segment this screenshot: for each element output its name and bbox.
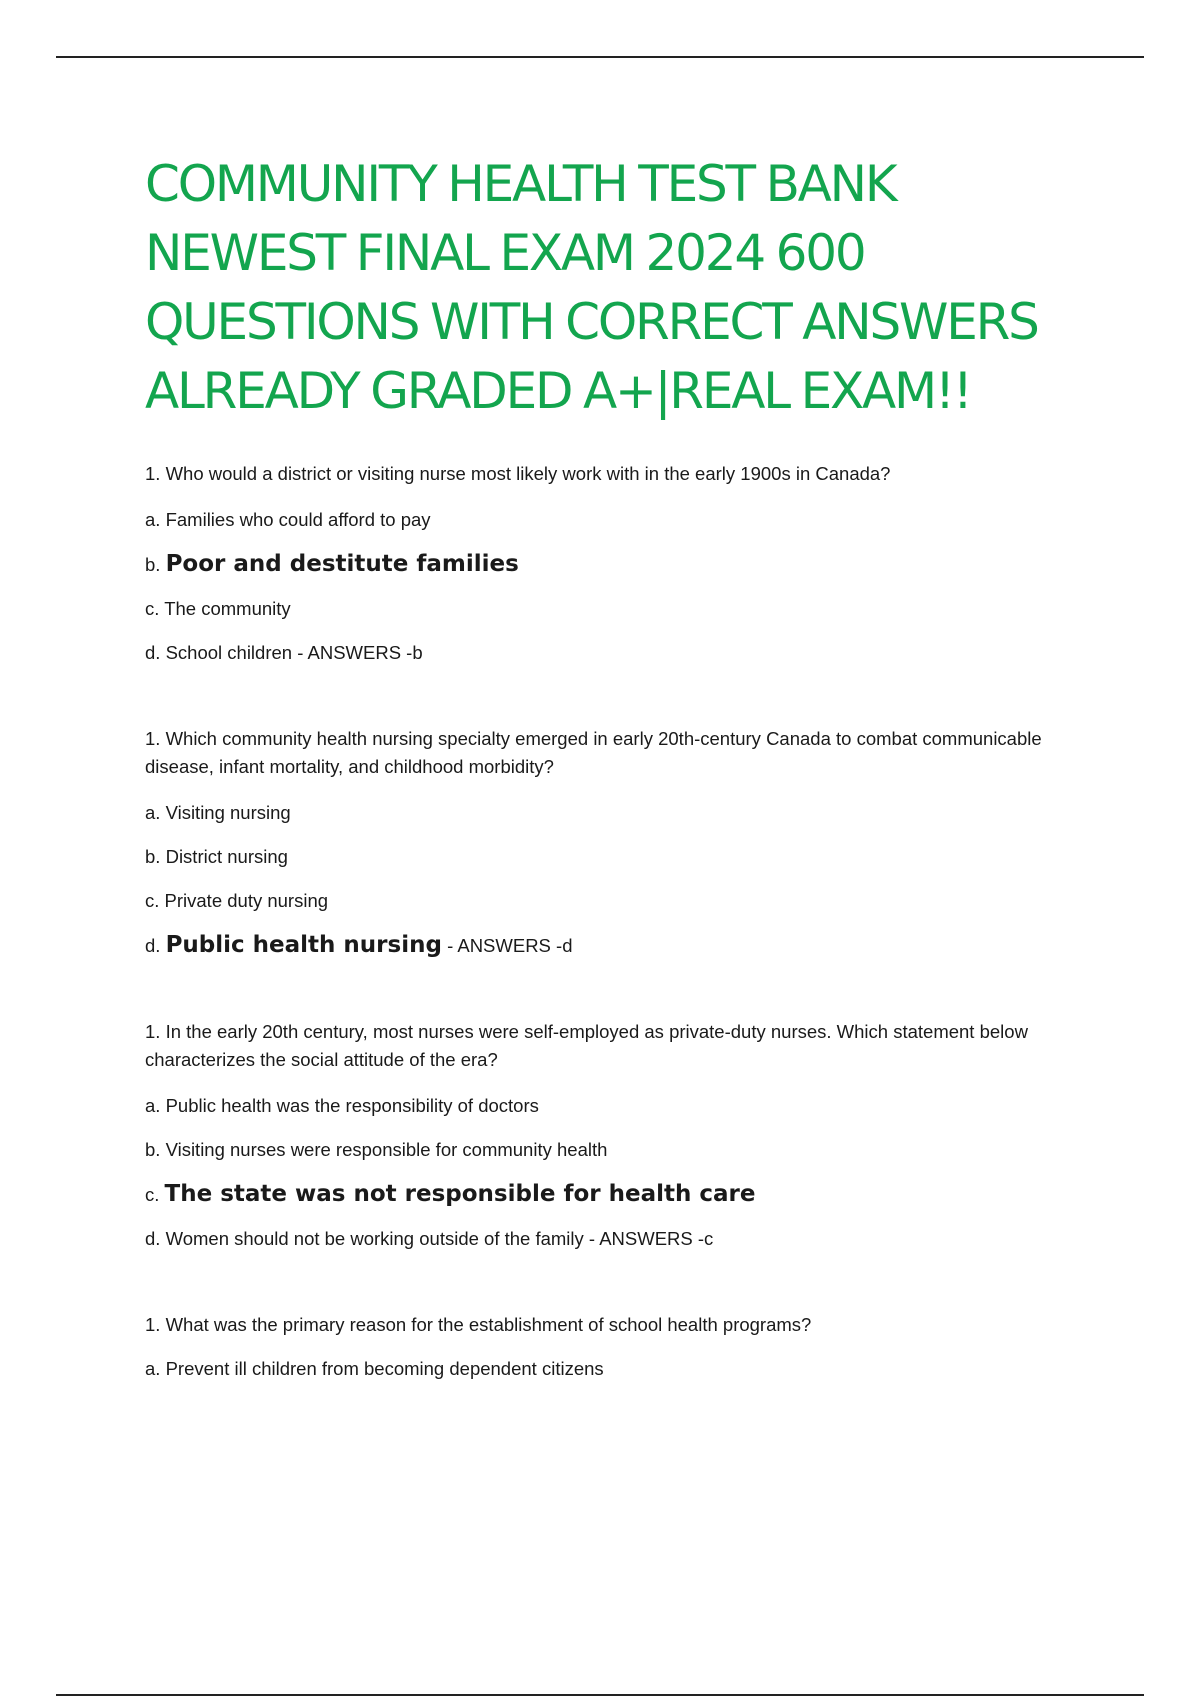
option-text: Families who could afford to pay xyxy=(165,509,431,530)
answer-key: - ANSWERS -c xyxy=(583,1228,714,1249)
option-prefix: c. xyxy=(145,598,160,619)
option-text: Visiting nurses were responsible for community health xyxy=(165,1139,608,1160)
option-a xyxy=(145,799,1080,827)
question-2 xyxy=(145,725,1080,960)
option-prefix: a. xyxy=(145,802,161,823)
option-prefix: b. xyxy=(145,554,161,575)
question-text: 1. Which community health nursing specialty emerged in early 20th-century Canada to combat communicable disease, infant mortality, and childhood morbidity? xyxy=(145,728,1042,777)
option-a xyxy=(145,1092,1080,1120)
option-text: District nursing xyxy=(165,846,288,867)
option-prefix: b. xyxy=(145,846,161,867)
option-a xyxy=(145,506,1080,534)
document-body xyxy=(145,150,1080,1383)
answer-key: - ANSWERS -d xyxy=(441,935,573,956)
question-1 xyxy=(145,460,1080,667)
option-d xyxy=(145,639,1080,667)
option-b-correct xyxy=(145,550,1080,579)
option-prefix: a. xyxy=(145,1358,161,1379)
option-prefix: a. xyxy=(145,1095,161,1116)
option-prefix: d. xyxy=(145,642,161,663)
question-text: 1. What was the primary reason for the establishment of school health programs? xyxy=(145,1314,812,1335)
option-text: Women should not be working outside of the family xyxy=(165,1228,584,1249)
option-b xyxy=(145,1136,1080,1164)
correct-option-text: Public health nursing xyxy=(165,932,442,958)
answer-key: - ANSWERS -b xyxy=(292,642,423,663)
option-b xyxy=(145,843,1080,871)
question-4 xyxy=(145,1311,1080,1383)
option-text: Prevent ill children from becoming dependent citizens xyxy=(165,1358,604,1379)
option-prefix: b. xyxy=(145,1139,161,1160)
option-c xyxy=(145,887,1080,915)
option-c xyxy=(145,595,1080,623)
bottom-rule xyxy=(56,1694,1144,1696)
option-text: The community xyxy=(164,598,291,619)
option-prefix: d. xyxy=(145,935,161,956)
question-3 xyxy=(145,1018,1080,1253)
option-prefix: c. xyxy=(145,1184,160,1205)
correct-option-text: The state was not responsible for health care xyxy=(164,1181,756,1207)
option-d xyxy=(145,1225,1080,1253)
option-prefix: d. xyxy=(145,1228,161,1249)
option-d-correct xyxy=(145,931,1080,960)
question-text: 1. In the early 20th century, most nurses were self-employed as private-duty nurses. Which statement below characterizes the social attitude of the era? xyxy=(145,1021,1028,1070)
correct-option-text: Poor and destitute families xyxy=(165,551,519,577)
option-text: Public health was the responsibility of doctors xyxy=(165,1095,539,1116)
option-prefix: a. xyxy=(145,509,161,530)
document-title: COMMUNITY HEALTH TEST BANK NEWEST FINAL EXAM 2024 600 QUESTIONS WITH CORRECT ANSWERS ALREADY GRADED A+|REAL EXAM!! xyxy=(145,155,1038,420)
option-c-correct xyxy=(145,1180,1080,1209)
option-text: School children xyxy=(165,642,293,663)
top-rule xyxy=(56,56,1144,58)
question-text: 1. Who would a district or visiting nurse most likely work with in the early 1900s in Canada? xyxy=(145,463,891,484)
option-prefix: c. xyxy=(145,890,160,911)
option-a xyxy=(145,1355,1080,1383)
option-text: Visiting nursing xyxy=(165,802,291,823)
option-text: Private duty nursing xyxy=(164,890,329,911)
